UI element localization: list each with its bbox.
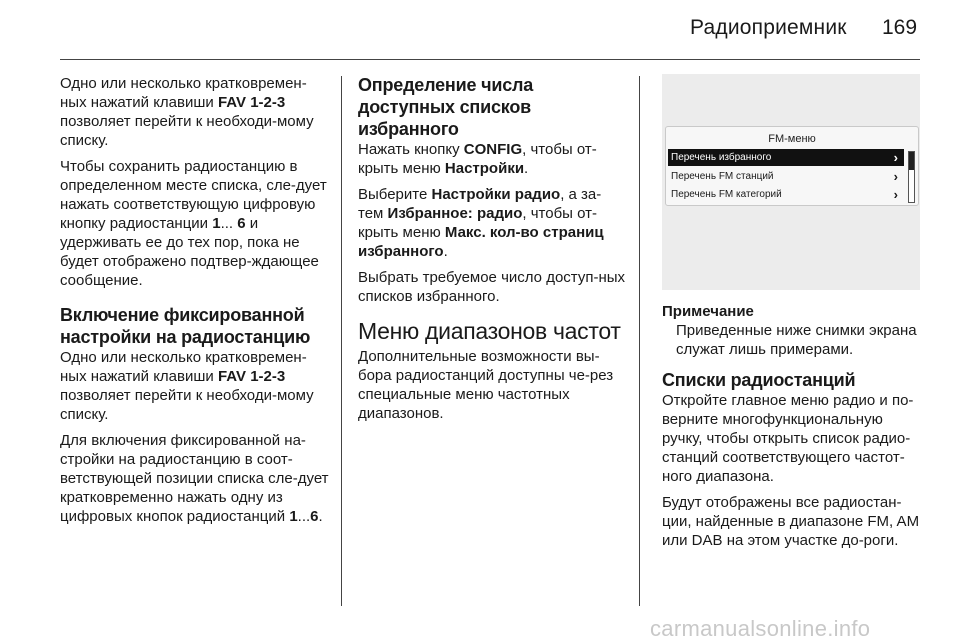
- fm-menu-screen: [665, 126, 919, 206]
- paragraph: Одно или несколько кратковремен-ных нажатий клавиши FAV 1-2-3 позволяет перейти к необходи-мому списку.: [60, 349, 314, 423]
- chevron-right-icon: ›: [893, 169, 898, 184]
- paragraph: Чтобы сохранить радиостанцию в определенном месте списка, сле-дует нажать соответствующую цифровую кнопку радиостанции 1... 6 и удерживать ее до тех пор, пока не будет отображено подтвер-ждающее сообщение.: [60, 158, 327, 289]
- screen-row-fm-stations: Перечень FM станций ›: [671, 169, 898, 184]
- section-heading: Списки радиостанций: [662, 370, 856, 390]
- column-divider-2: [639, 76, 640, 606]
- paragraph: Дополнительные возможности вы-бора радиостанций доступны че-рез специальные меню частотных диапазонов.: [358, 348, 614, 422]
- paragraph: Будут отображены все радиостан-ции, найденные в диапазоне FM, AM или DAB на этом участке до-роги.: [662, 494, 920, 549]
- page-number: 169: [882, 16, 918, 39]
- screen-row-favorites: Перечень избранного ›: [668, 149, 904, 166]
- paragraph: Нажать кнопку CONFIG, чтобы от-крыть меню Настройки.: [358, 141, 597, 177]
- note-text: Приведенные ниже снимки экрана служат лишь примерами.: [676, 322, 917, 358]
- screen-scrollbar: [908, 151, 915, 203]
- column-3: [662, 74, 924, 557]
- paragraph: Откройте главное меню радио и по-верните многофункциональную ручку, чтобы открыть список радио-станций соответствующего частот-ного диапазона.: [662, 392, 914, 485]
- chevron-right-icon: ›: [893, 150, 898, 165]
- column-1: [60, 74, 330, 533]
- watermark: carmanualsonline.info: [650, 616, 871, 641]
- paragraph: Одно или несколько кратковремен-ных нажатий клавиши FAV 1-2-3 позволяет перейти к необходи-мому списку.: [60, 75, 314, 149]
- paragraph: Выберите Настройки радио, а за-тем Избранное: радио, чтобы от-крыть меню Макс. кол-во страниц избранного.: [358, 186, 604, 260]
- column-divider-1: [341, 76, 342, 606]
- scroll-thumb: [909, 152, 914, 170]
- paragraph: Для включения фиксированной на-стройки на радиостанцию в соот-ветствующей позиции списка сле-дует кратковременно нажать одну из цифровых кнопок радиостанций 1...6.: [60, 432, 329, 525]
- section-heading: Определение числа доступных списков избранного: [358, 75, 534, 139]
- column-2: [358, 74, 626, 430]
- key-label: FAV 1-2-3: [217, 94, 286, 111]
- chevron-right-icon: ›: [893, 187, 898, 202]
- section-heading: Включение фиксированной настройки на радиостанцию: [60, 305, 311, 347]
- paragraph: Выбрать требуемое число доступ-ных списков избранного.: [358, 269, 626, 305]
- section-heading-large: Меню диапазонов частот: [358, 318, 621, 344]
- screen-row-fm-categories: Перечень FM категорий ›: [671, 187, 898, 202]
- page-title: Радиоприемник: [690, 16, 847, 39]
- note-title: Примечание: [662, 303, 754, 320]
- header-divider: [60, 59, 920, 60]
- screenshot-figure: [662, 74, 920, 290]
- screen-title: FM-меню: [768, 133, 816, 145]
